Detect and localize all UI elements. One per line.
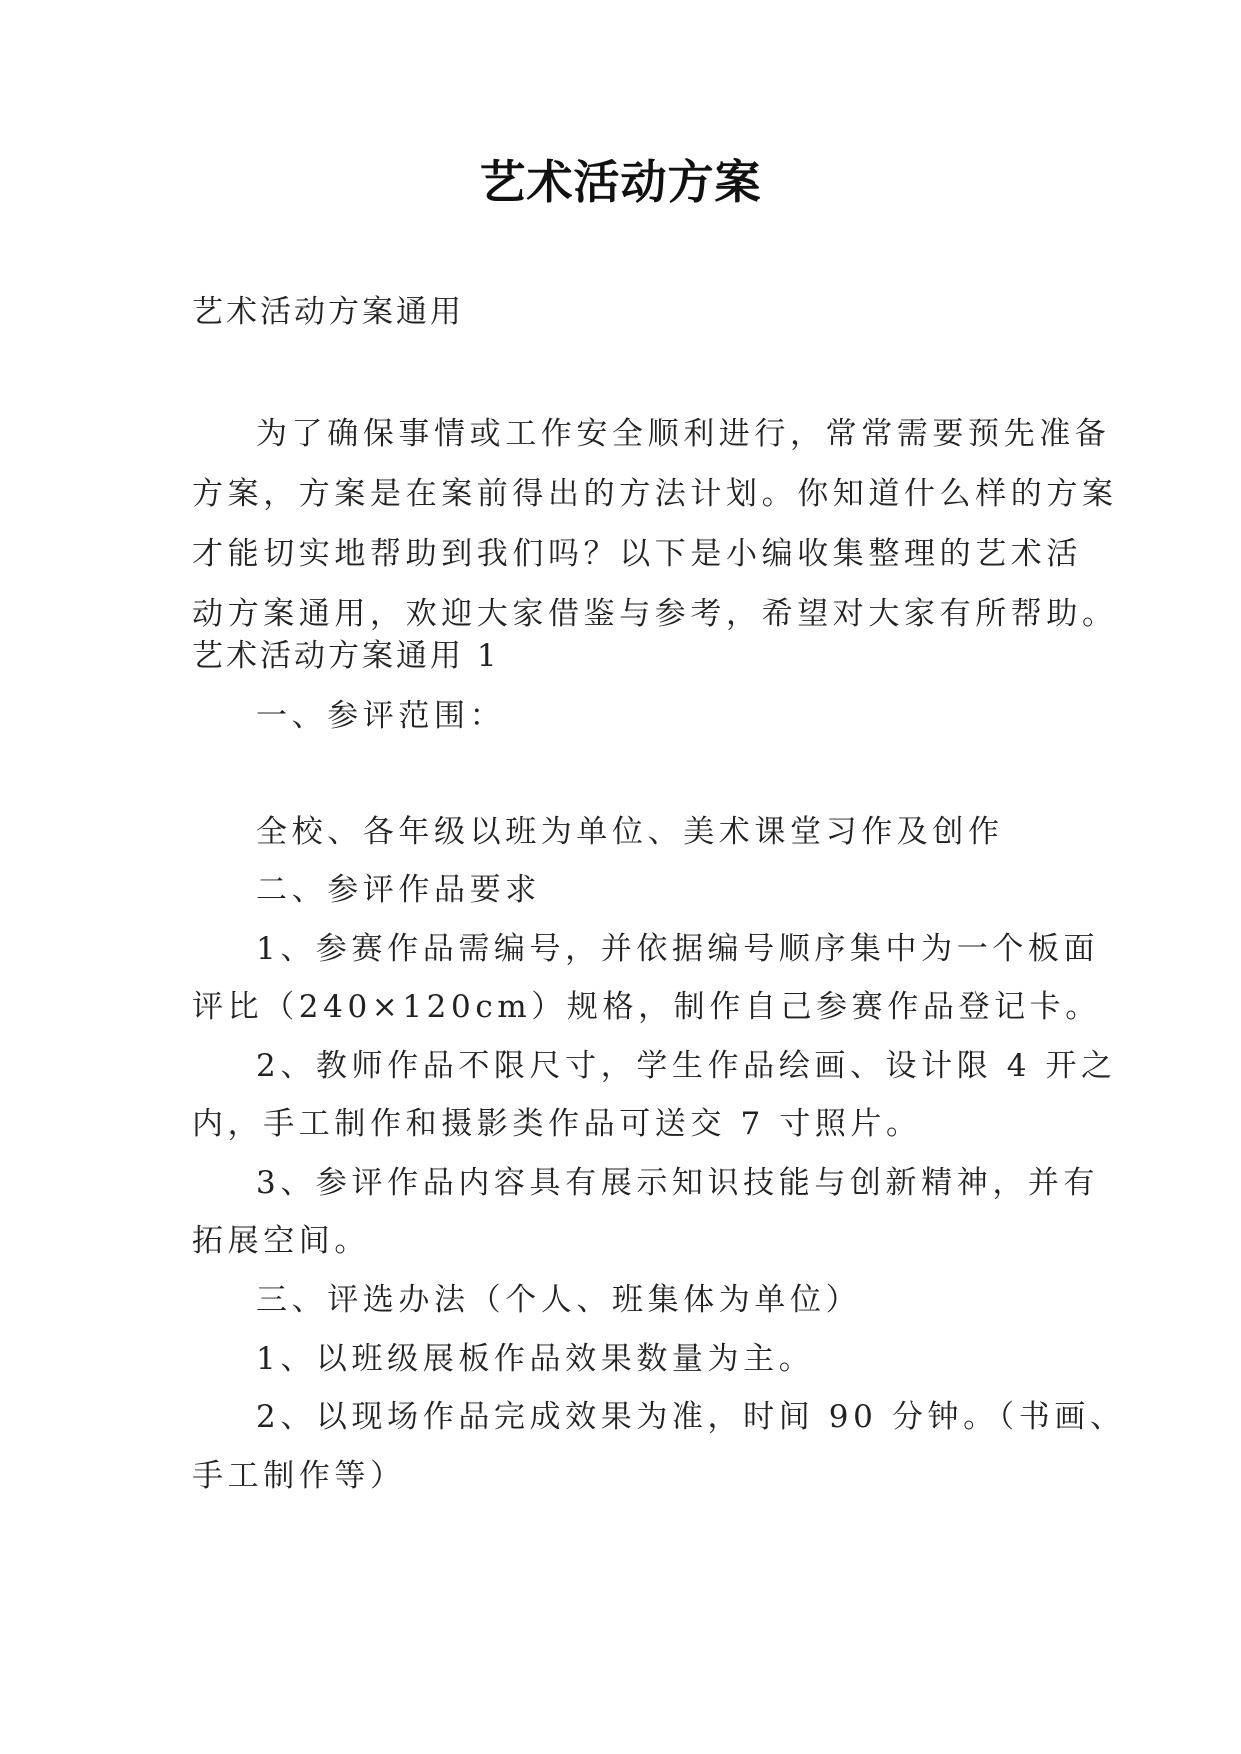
intro-line: 为了确保事情或工作安全顺利进行，常常需要预先准备	[256, 416, 1111, 452]
paragraph-line: 2、以现场作品完成效果为准，时间 90 分钟。（书画、	[256, 1399, 1126, 1435]
paragraph-line: 拓展空间。	[192, 1223, 370, 1259]
intro-line: 才能切实地帮助到我们吗？以下是小编收集整理的艺术活	[192, 536, 1082, 572]
paragraph-line: 3、参评作品内容具有展示知识技能与创新精神，并有	[256, 1165, 1100, 1201]
heading-requirements: 二、参评作品要求	[256, 872, 541, 908]
paragraph-line: 内，手工制作和摄影类作品可送交 7 寸照片。	[192, 1106, 922, 1142]
intro-line: 方案，方案是在案前得出的方法计划。你知道什么样的方案	[192, 476, 1118, 512]
intro-line: 动方案通用，欢迎大家借鉴与参考，希望对大家有所帮助。	[192, 596, 1118, 632]
paragraph-line: 手工制作等）	[192, 1458, 406, 1494]
paragraph-line: 1、以班级展板作品效果数量为主。	[256, 1341, 815, 1377]
intro-paragraph	[192, 404, 1118, 644]
heading-scope: 一、参评范围：	[256, 698, 506, 734]
document-subtitle: 艺术活动方案通用	[192, 294, 464, 330]
paragraph-line: 全校、各年级以班为单位、美术课堂习作及创作	[256, 814, 1004, 850]
heading-method: 三、评选办法（个人、班集体为单位）	[256, 1282, 862, 1318]
paragraph-line: 2、教师作品不限尺寸，学生作品绘画、设计限 4 开之	[256, 1048, 1117, 1084]
paragraph-line: 评比（240×120cm）规格，制作自己参赛作品登记卡。	[192, 989, 1101, 1025]
paragraph-line: 1、参赛作品需编号，并依据编号顺序集中为一个板面	[256, 931, 1100, 967]
document-title: 艺术活动方案	[479, 155, 762, 209]
section-title: 艺术活动方案通用 1	[192, 638, 500, 674]
